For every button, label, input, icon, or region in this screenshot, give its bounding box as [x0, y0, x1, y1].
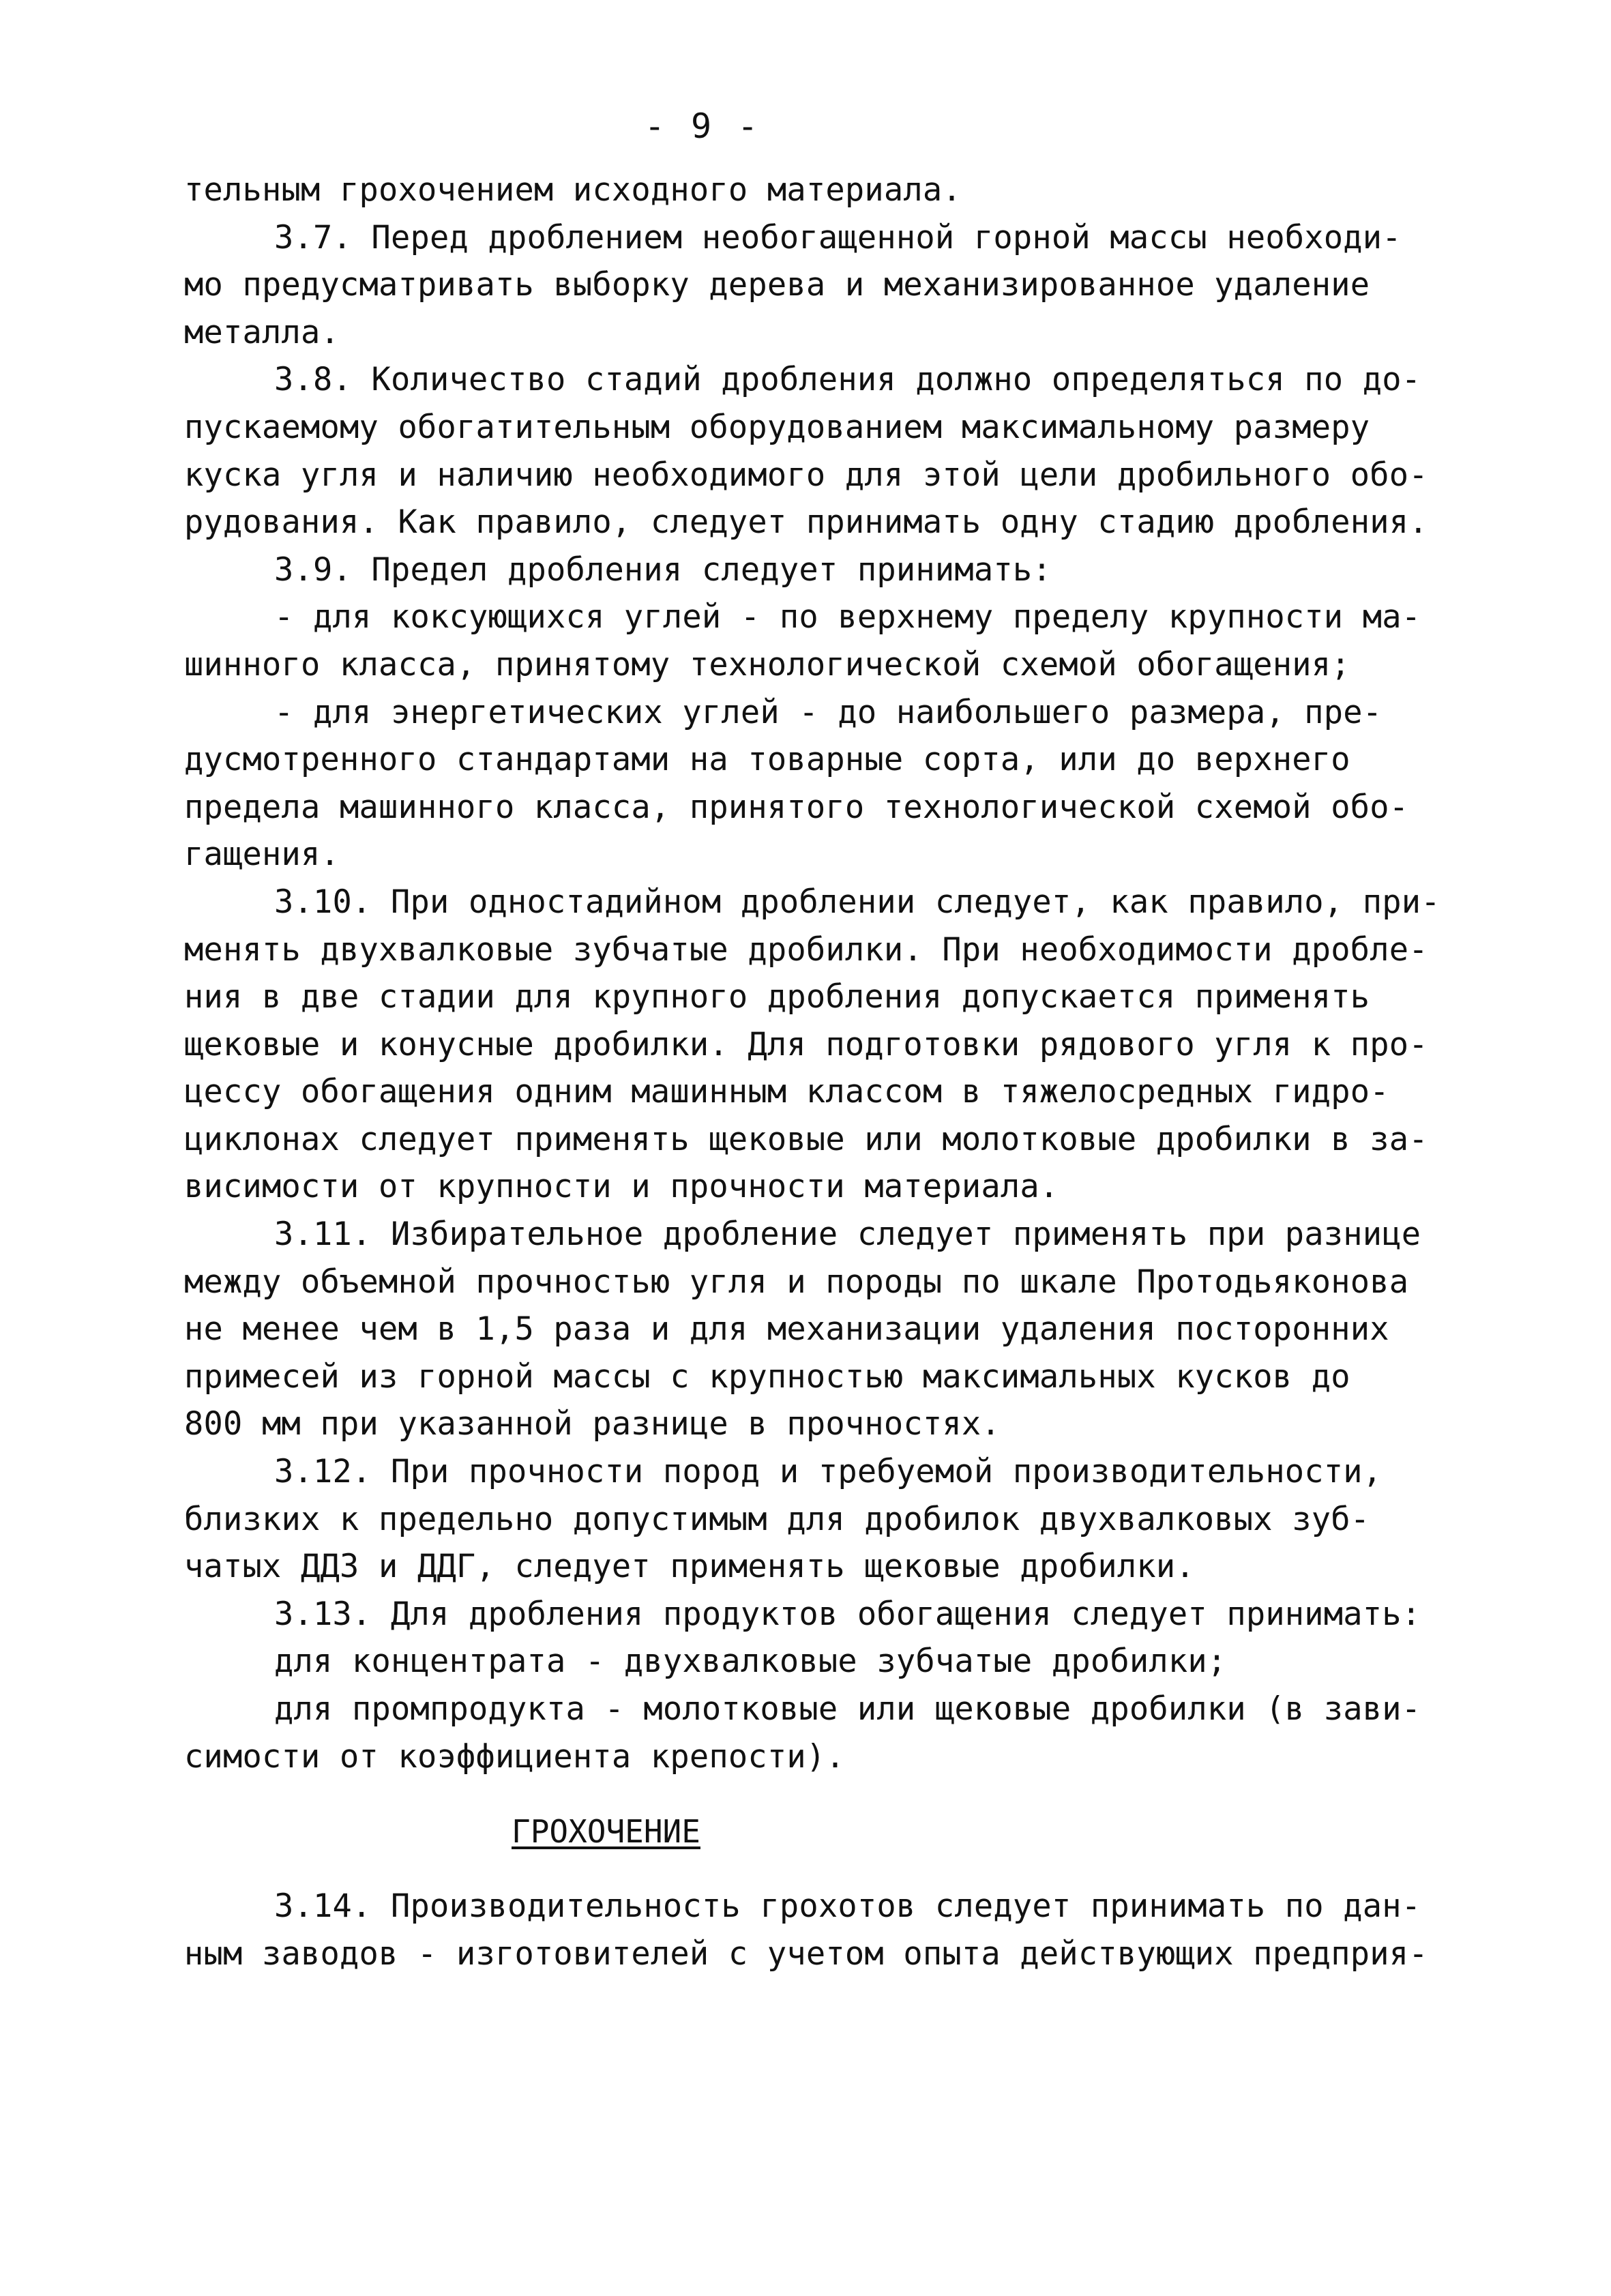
- text-line: ным заводов - изготовителей с учетом опыта действующих предприя-: [184, 1934, 1428, 1973]
- text-line: щековые и конусные дробилки. Для подготовки рядового угля к про-: [184, 1025, 1428, 1063]
- clause-3-7-line: 3.7. Перед дроблением необогащенной горной массы необходи-: [274, 218, 1402, 256]
- clause-3-11-line: 3.11. Избирательное дробление следует применять при разнице: [274, 1216, 1421, 1254]
- text-line: чатых ДДЗ и ДДГ, следует применять щековые дробилки.: [184, 1548, 1195, 1586]
- text-line: рудования. Как правило, следует принимать одну стадию дробления.: [184, 503, 1428, 542]
- text-line: менять двухвалковые зубчатые дробилки. При необходимости дробле-: [184, 930, 1428, 969]
- clause-3-13-line: 3.13. Для дробления продуктов обогащения следует принимать:: [274, 1595, 1421, 1633]
- list-item-line: для промпродукта - молотковые или щековые дробилки (в зави-: [274, 1690, 1421, 1728]
- list-item-line: - для коксующихся углей - по верхнему пределу крупности ма-: [274, 598, 1421, 636]
- clause-3-14-line: 3.14. Производительность грохотов следует принимать по дан-: [274, 1887, 1421, 1926]
- text-line: мо предусматривать выборку дерева и механизированное удаление: [184, 266, 1370, 304]
- clause-3-8-line: 3.8. Количество стадий дробления должно определяться по до-: [274, 361, 1421, 399]
- text-line: предела машинного класса, принятого технологической схемой обо-: [184, 788, 1409, 826]
- text-line: симости от коэффициента крепости).: [184, 1737, 845, 1776]
- page-number: - 9 -: [644, 106, 761, 146]
- text-line: металла.: [184, 313, 340, 351]
- list-item-line: для концентрата - двухвалковые зубчатые дробилки;: [274, 1643, 1227, 1681]
- text-line: цессу обогащения одним машинным классом в тяжелосредных гидро-: [184, 1073, 1389, 1111]
- clause-3-9-line: 3.9. Предел дробления следует принимать:: [274, 550, 1052, 589]
- document-body: [184, 166, 1453, 1977]
- list-item-line: - для энергетических углей - до наибольшего размера, пре-: [274, 693, 1383, 731]
- clause-3-10-line: 3.10. При одностадийном дроблении следует, как правило, при-: [274, 883, 1440, 921]
- text-line: между объемной прочностью угля и породы по шкале Протодьяконова: [184, 1263, 1409, 1301]
- text-line: шинного класса, принятому технологической схемой обогащения;: [184, 645, 1350, 683]
- text-line: циклонах следует применять щековые или молотковые дробилки в за-: [184, 1120, 1428, 1158]
- text-line: не менее чем в 1,5 раза и для механизации удаления посторонних: [184, 1310, 1389, 1349]
- text-line: 800 мм при указанной разнице в прочностях.: [184, 1405, 1001, 1443]
- text-line: тельным грохочением исходного материала.: [184, 171, 962, 209]
- section-heading: ГРОХОЧЕНИЕ: [512, 1813, 700, 1851]
- clause-3-12-line: 3.12. При прочности пород и требуемой производительности,: [274, 1453, 1383, 1491]
- text-line: дусмотренного стандартами на товарные сорта, или до верхнего: [184, 741, 1350, 779]
- text-line: висимости от крупности и прочности материала.: [184, 1168, 1059, 1206]
- text-line: ния в две стадии для крупного дробления допускается применять: [184, 978, 1370, 1016]
- text-line: примесей из горной массы с крупностью максимальных кусков до: [184, 1357, 1350, 1396]
- text-line: близких к предельно допустимым для дробилок двухвалковых зуб-: [184, 1500, 1370, 1538]
- text-line: пускаемому обогатительным оборудованием максимальному размеру: [184, 408, 1370, 446]
- text-line: куска угля и наличию необходимого для этой цели дробильного обо-: [184, 456, 1428, 494]
- text-line: гащения.: [184, 836, 340, 874]
